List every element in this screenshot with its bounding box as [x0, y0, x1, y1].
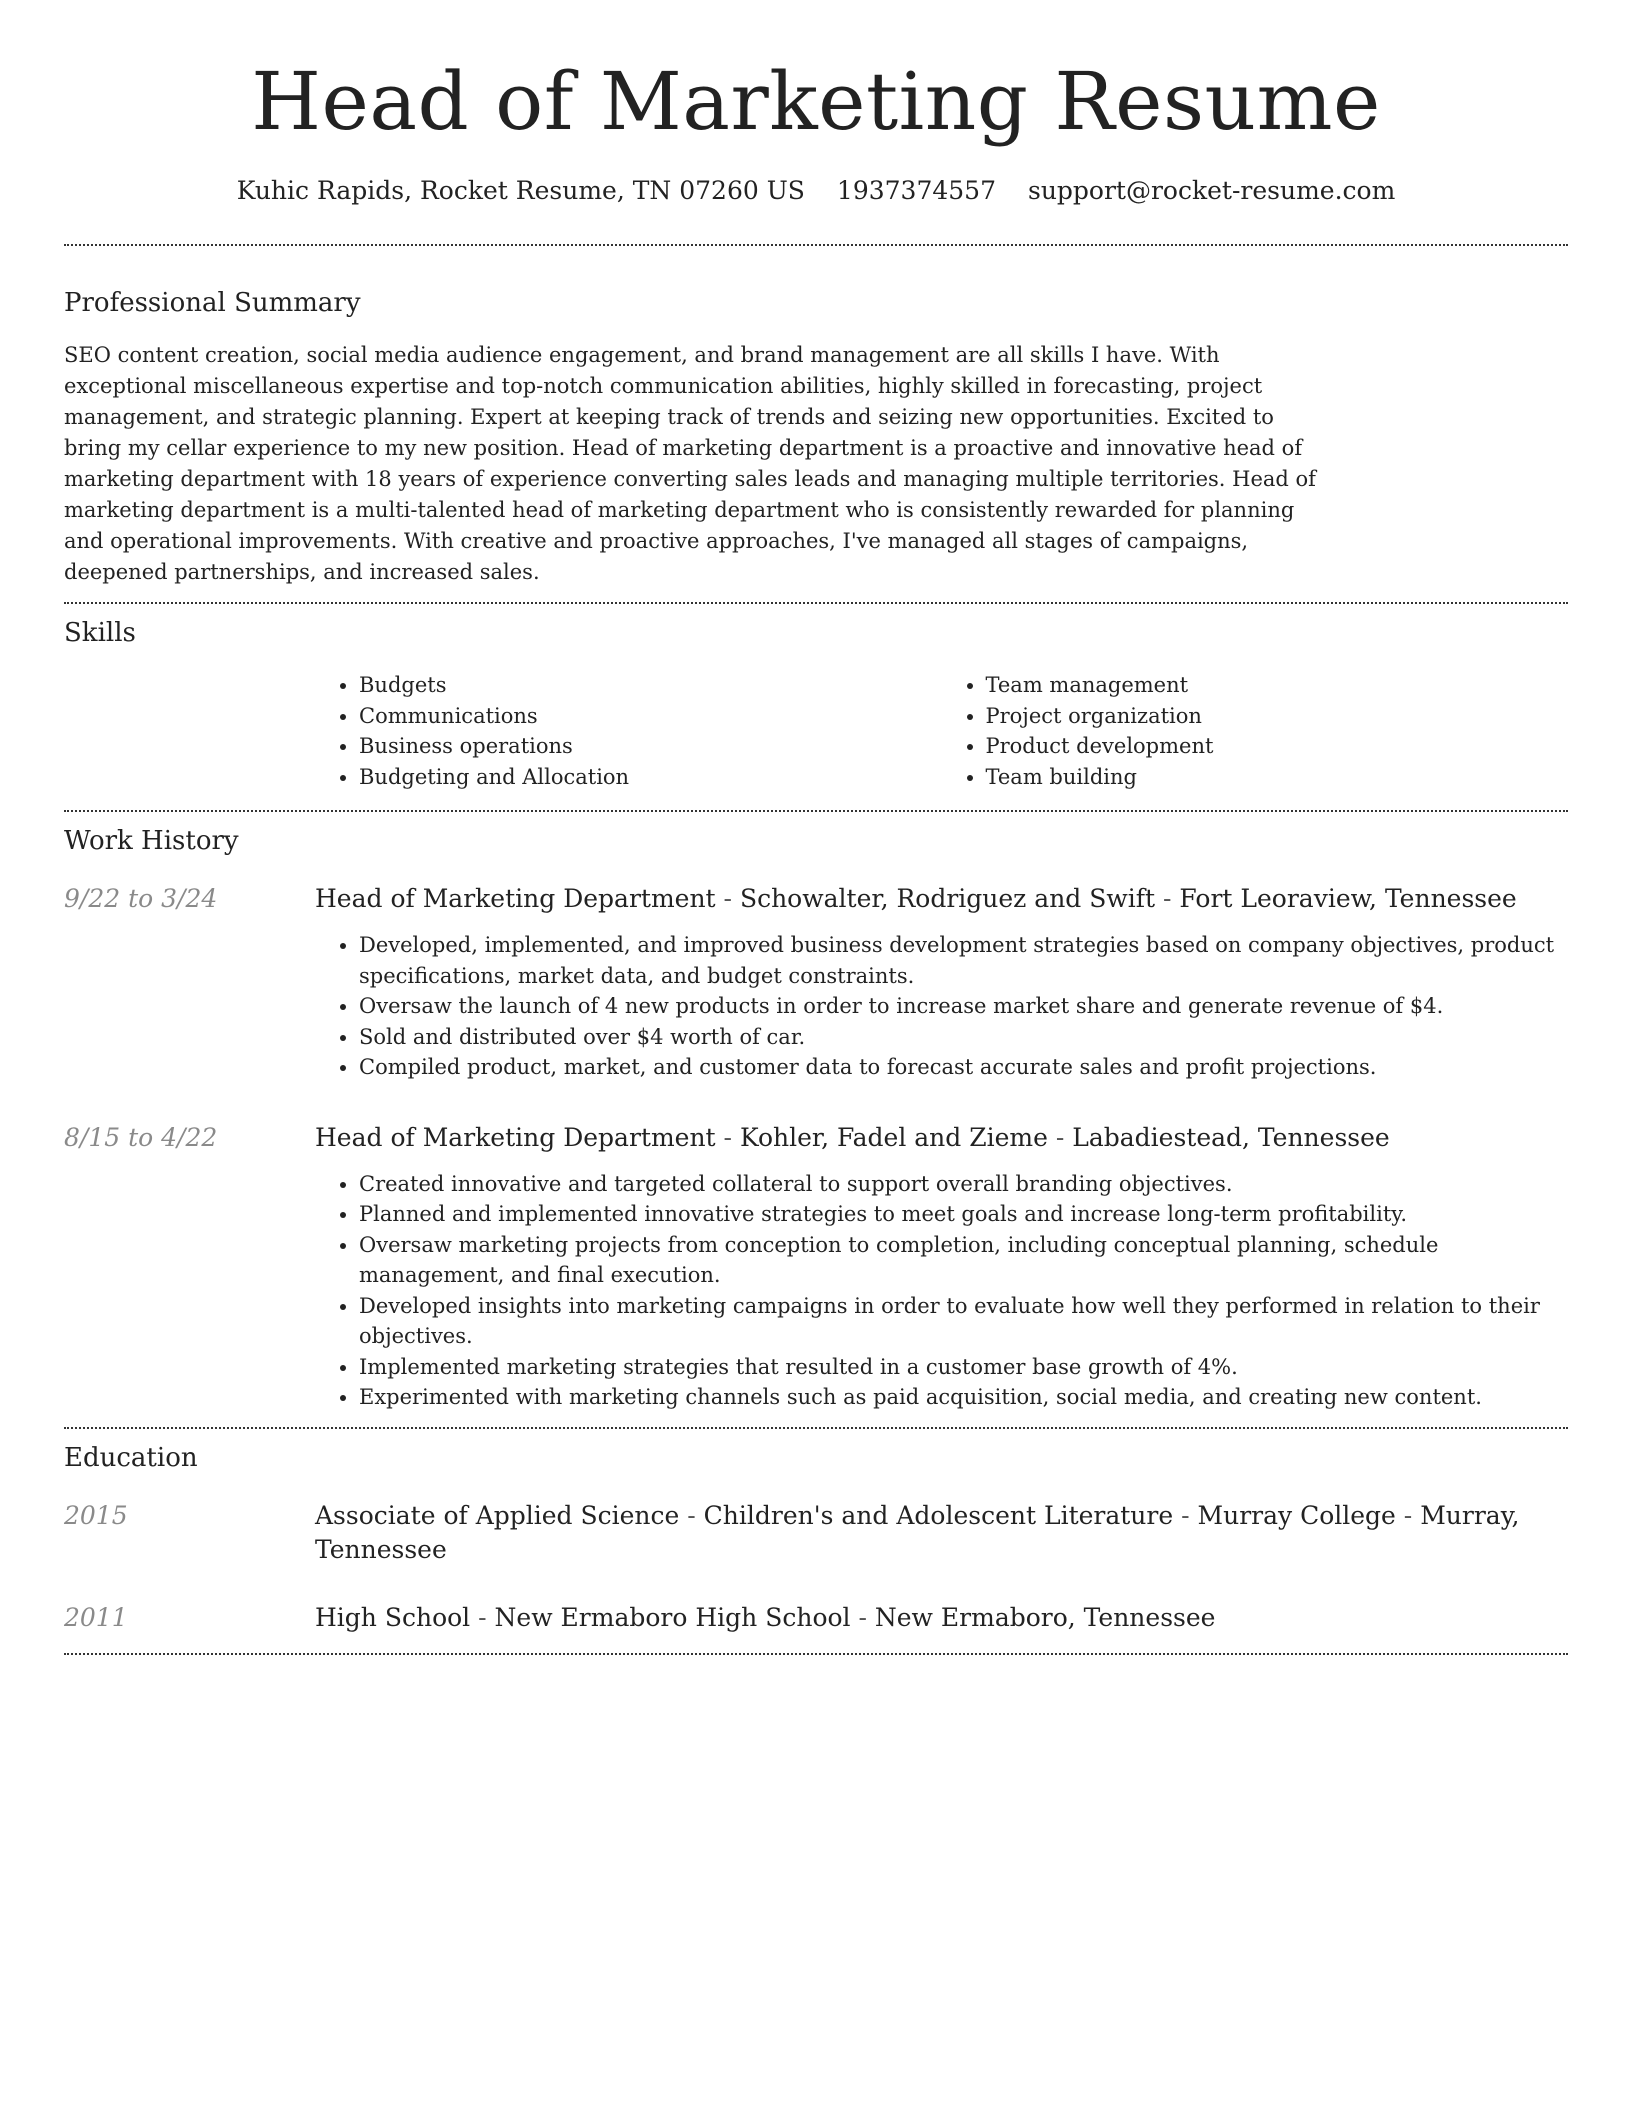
job-company: Kohler, Fadel and Zieme — [739, 1122, 1048, 1152]
summary-section — [64, 286, 1568, 588]
job-title-line: Head of Marketing Department - Kohler, Fadel and Zieme - Labadiestead, Tennessee — [315, 1122, 1390, 1152]
job-bullets — [315, 930, 1568, 1083]
job-bullet: • Oversaw the launch of 4 new products in order to increase market share and generate revenue of $4. — [359, 991, 1568, 1022]
skill-item: • Team building — [986, 762, 1569, 793]
job-bullet: • Developed insights into marketing campaigns in order to evaluate how well they performed in relation to their objectives. — [359, 1291, 1568, 1352]
job-bullet: • Compiled product, market, and customer data to forecast accurate sales and profit projections. — [359, 1052, 1568, 1083]
skills-list-left — [315, 670, 942, 792]
education-location: New Ermaboro, Tennessee — [874, 1602, 1216, 1632]
education-year: 2015 — [64, 1500, 128, 1530]
section-heading-skills: Skills — [64, 618, 136, 648]
section-heading-work: Work History — [64, 826, 239, 856]
job-company: Schowalter, Rodriguez and Swift — [739, 884, 1156, 913]
education-degree: High School — [315, 1602, 471, 1632]
education-line: High School - New Ermaboro High School - New Ermaboro, Tennessee — [315, 1602, 1216, 1632]
skill-item: • Communications — [359, 701, 942, 732]
education-year: 2011 — [64, 1602, 128, 1632]
job-title-line: Head of Marketing Department - Schowalter, Rodriguez and Swift - Fort Leoraview, Tennessee — [315, 884, 1517, 913]
contact-email: support@rocket-resume.com — [1027, 176, 1396, 205]
job-bullet: • Oversaw marketing projects from conception to completion, including conceptual planning, schedule management, and final execution. — [359, 1230, 1568, 1291]
section-heading-education: Education — [64, 1442, 198, 1473]
education-entry — [64, 1499, 1568, 1567]
education-section — [64, 1441, 1568, 1635]
skill-item: • Budgeting and Allocation — [359, 762, 942, 793]
divider — [64, 244, 1568, 246]
education-school: Murray College — [1197, 1500, 1396, 1530]
skill-item: • Team management — [986, 670, 1569, 701]
job-bullet: • Experimented with marketing channels such as paid acquisition, social media, and creating new content. — [359, 1382, 1568, 1413]
skill-item: • Product development — [986, 731, 1569, 762]
section-heading-summary: Professional Summary — [64, 288, 361, 318]
skill-item: • Project organization — [986, 701, 1569, 732]
contact-phone: 1937374557 — [836, 176, 996, 205]
job-bullet: • Created innovative and targeted collateral to support overall branding objectives. — [359, 1169, 1568, 1200]
divider — [64, 810, 1568, 812]
job-location: Fort Leoraview, Tennessee — [1179, 884, 1517, 913]
work-section — [64, 824, 1568, 1413]
education-field: Children's and Adolescent Literature — [703, 1500, 1174, 1530]
resume-title: Head of Marketing Resume — [251, 55, 1381, 148]
divider — [64, 1653, 1568, 1655]
summary-text: SEO content creation, social media audience engagement, and brand management are all skills I have. With exceptional miscellaneous expertise and top-notch communication abilities, highly skilled in forecasting, project management, and strategic planning. Expert at keeping track of trends and seizing new opportunities. Excited to bring my cellar experience to my new position. Head of marketing department is a proactive and innovative head of marketing department with 18 years of experience converting sales leads and managing multiple territories. Head of marketing department is a multi-talented head of marketing department who is consistently rewarded for planning and operational improvements. With creative and proactive approaches, I've managed all stages of campaigns, deepened partnerships, and increased sales. — [64, 343, 1316, 584]
job-bullet: • Implemented marketing strategies that resulted in a customer base growth of 4%. — [359, 1352, 1568, 1383]
job-bullet: • Planned and implemented innovative strategies to meet goals and increase long-term profitability. — [359, 1199, 1568, 1230]
skill-item: • Business operations — [359, 731, 942, 762]
contact-address: Kuhic Rapids, Rocket Resume, TN 07260 US — [236, 176, 805, 205]
education-degree: Associate of Applied Science — [315, 1500, 680, 1530]
job-dates: 9/22 to 3/24 — [64, 884, 218, 913]
education-school: New Ermaboro High School — [494, 1602, 851, 1632]
job-entry — [64, 1121, 1568, 1413]
skills-list-right — [942, 670, 1569, 792]
skills-section — [64, 616, 1568, 792]
job-dates: 8/15 to 4/22 — [64, 1122, 218, 1152]
education-location: Murray, Tennessee — [315, 1500, 1520, 1564]
resume-page — [64, 0, 1568, 1655]
skill-item: • Budgets — [359, 670, 942, 701]
job-bullet: • Developed, implemented, and improved business development strategies based on company objectives, product specifications, market data, and budget constraints. — [359, 930, 1568, 991]
job-bullet: • Sold and distributed over $4 worth of car. — [359, 1022, 1568, 1053]
job-role: Head of Marketing Department — [315, 1122, 716, 1152]
divider — [64, 602, 1568, 604]
divider — [64, 1427, 1568, 1429]
education-line: Associate of Applied Science - Children's and Adolescent Literature - Murray College - Murray, Tennessee — [315, 1500, 1520, 1564]
education-entry — [64, 1601, 1568, 1635]
skills-columns — [315, 670, 1568, 792]
job-bullets — [315, 1169, 1568, 1413]
contact-line — [64, 174, 1568, 208]
job-location: Labadiestead, Tennessee — [1072, 1122, 1390, 1152]
job-entry — [64, 882, 1568, 1083]
job-role: Head of Marketing Department — [315, 884, 716, 913]
